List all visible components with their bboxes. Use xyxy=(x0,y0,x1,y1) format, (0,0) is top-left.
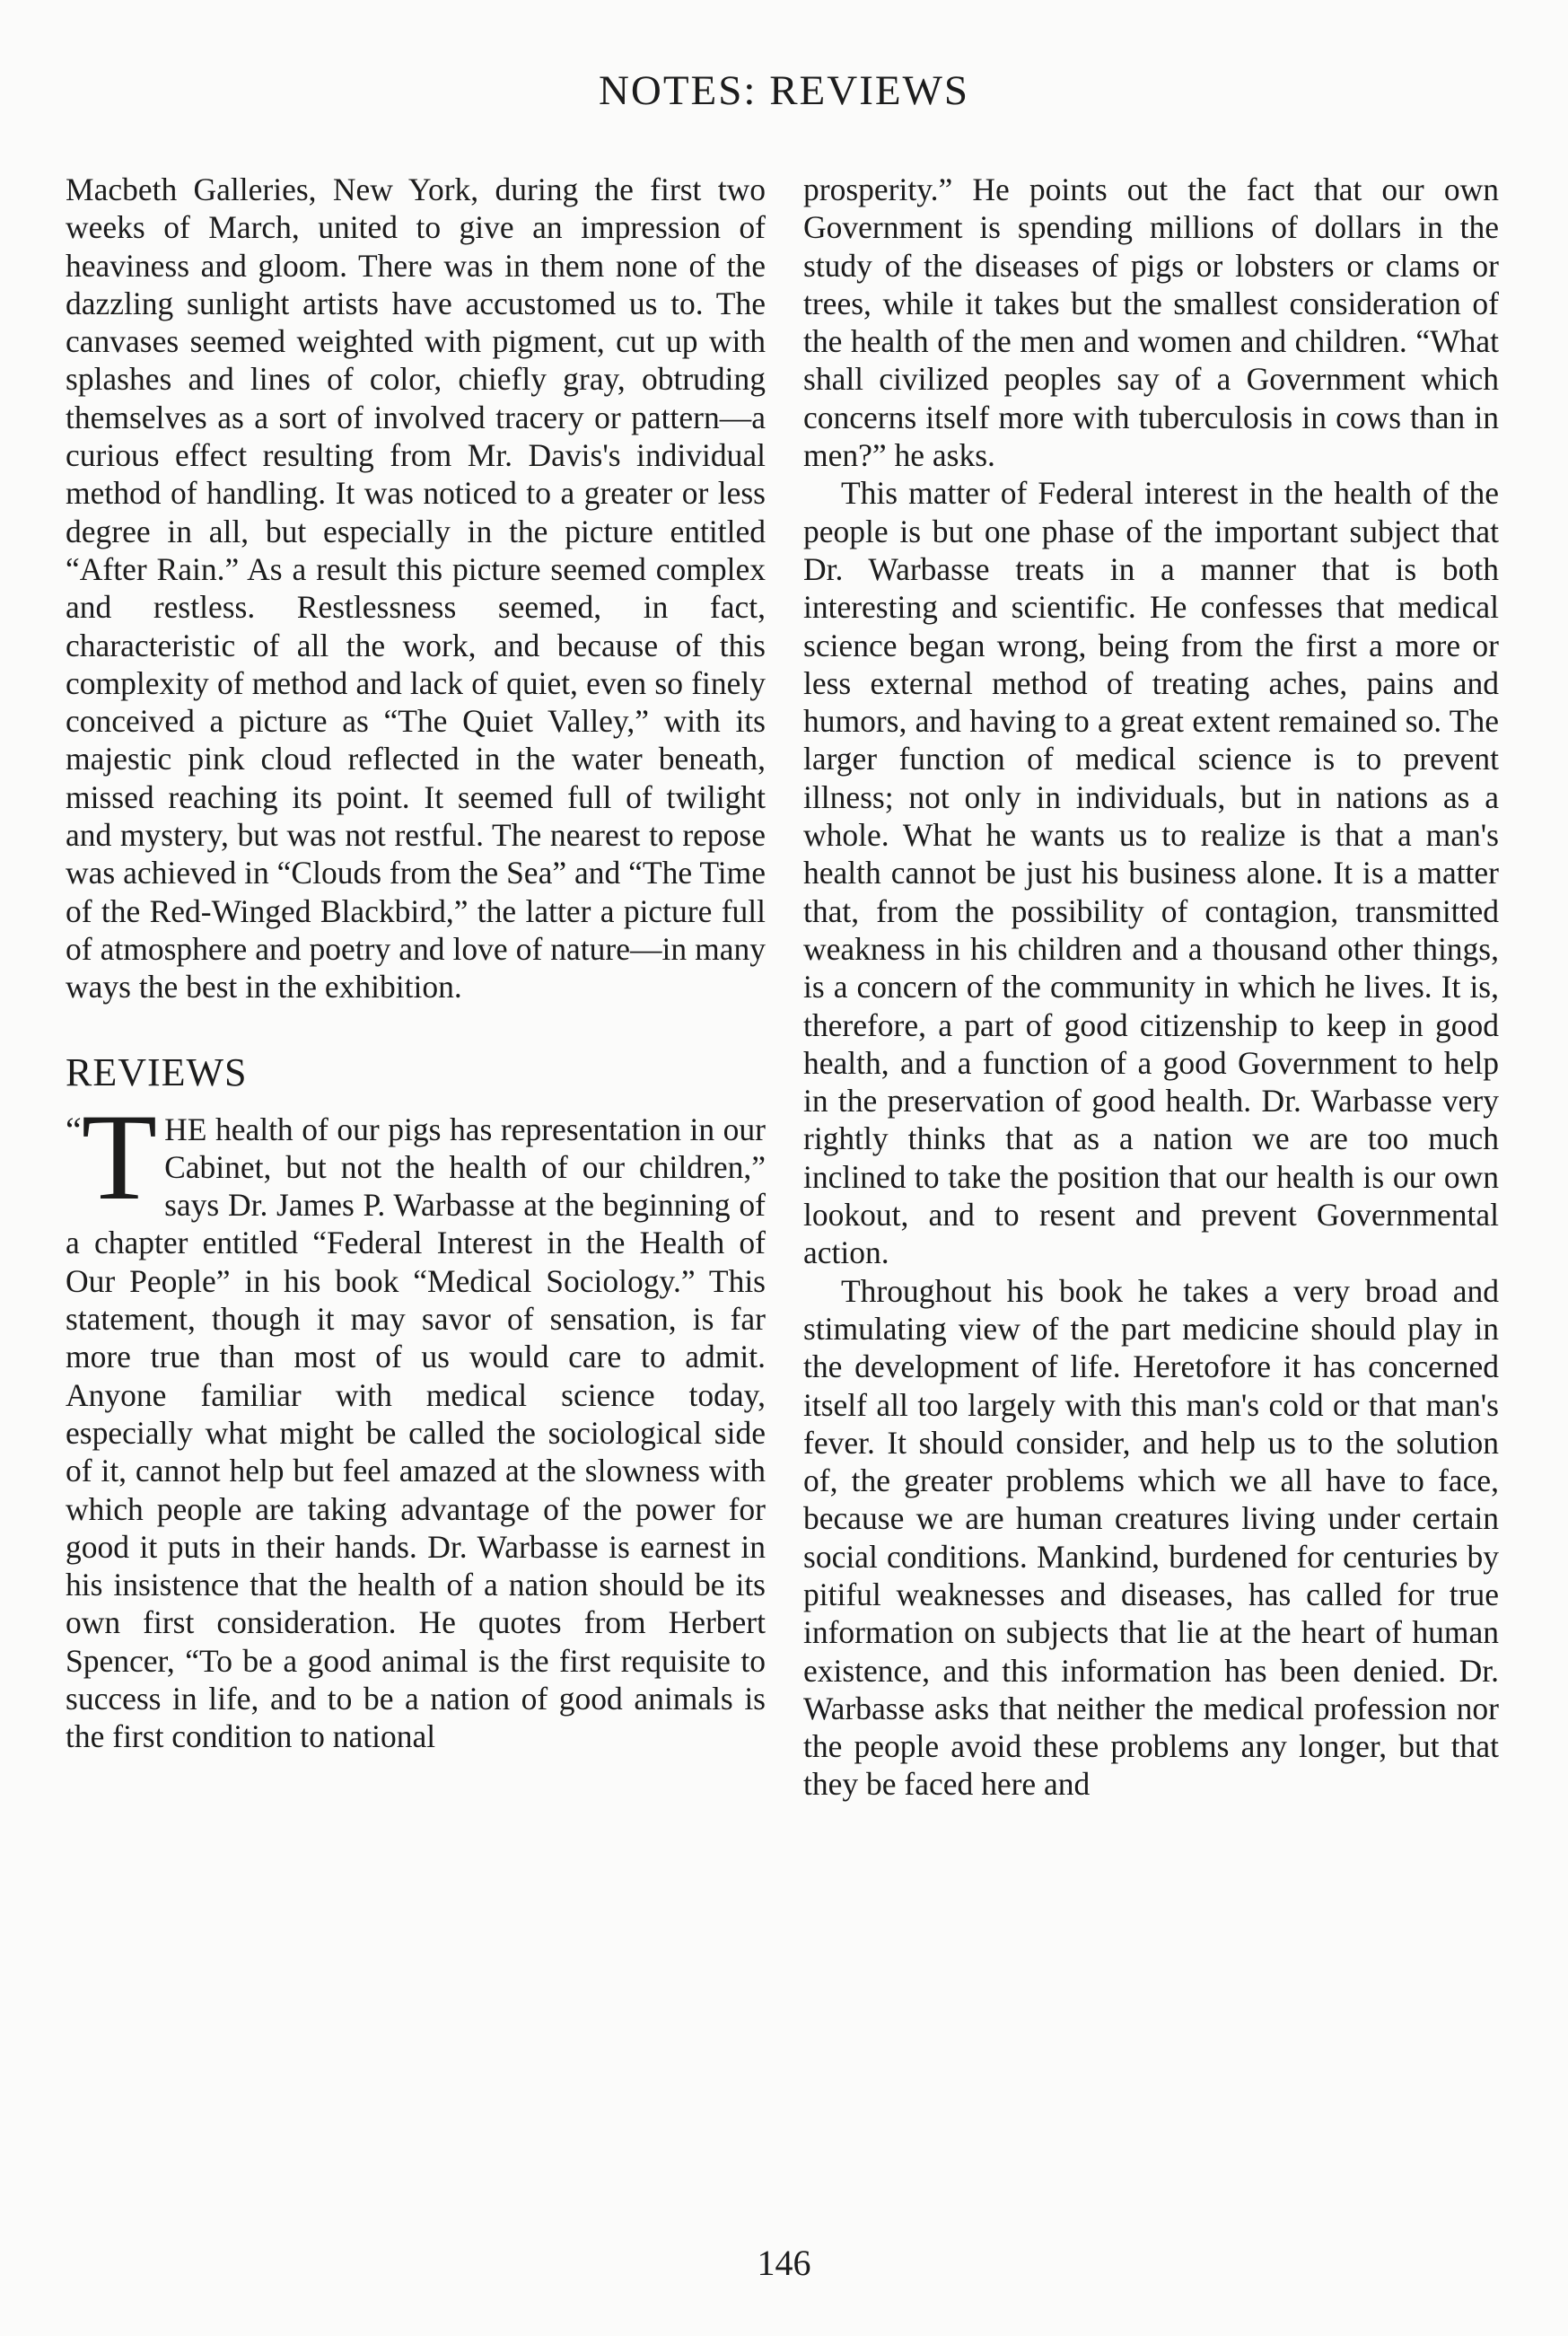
page-number: 146 xyxy=(757,2243,811,2283)
page-header-title: NOTES: REVIEWS xyxy=(598,67,970,114)
right-column xyxy=(803,171,1499,1804)
left-paragraph-2-text: HE health of our pigs has representation in our Cabinet, but not the health of our children,” says Dr. James P. Warbasse at the beginning of a chapter entitled “Federal Interest in the Health of Our People” in his book “Medical Sociology.” This statement, though it may savor of sensation, is far more true than most of us would care to admit. Anyone familiar with medical science today, especially what might be called the sociological side of it, cannot help but feel amazed at the slowness with which people are taking advantage of the power for good it puts in their hands. Dr. Warbasse is earnest in his insistence that the health of a nation should be its own first consideration. He quotes from Herbert Spencer, “To be a good animal is the first requisite to success in life, and to be a nation of good animals is the first condition to national xyxy=(66,1111,766,1755)
reviews-heading: REVIEWS xyxy=(66,1049,248,1094)
left-column xyxy=(66,171,766,1756)
right-paragraph-1: prosperity.” He points out the fact that our own Government is spending millions of dollars in the study of the diseases of pigs or lobsters or clams or trees, while it takes but the smallest consideration of the health of the men and women and children. “What shall civilized peoples say of a Government which concerns itself more with tuberculosis in cows than in men?” he asks. xyxy=(803,171,1499,474)
right-paragraph-2: This matter of Federal interest in the health of the people is but one phase of the important subject that Dr. Warbasse treats in a manner that is both interesting and scientific. He confesses that medical science began wrong, being from the first a more or less external method of treating aches, pains and humors, and having to a great extent remained so. The larger function of medical science is to prevent illness; not only in individuals, but in nations as a whole. What he wants us to realize is that a man's health cannot be just his business alone. It is a matter that, from the possibility of contagion, transmitted weakness in his children and a thousand other things, is a concern of the community in which he lives. It is, therefore, a part of good citizenship to keep in good health, and a function of a good Government to help in the preservation of good health. Dr. Warbasse very rightly thinks that as a nation we are too much inclined to take the position that our health is our own lookout, and to resent and prevent Governmental action. xyxy=(803,475,1499,1271)
opening-quote-mark: “ xyxy=(66,1109,82,1150)
drop-cap-letter: T xyxy=(81,1087,158,1225)
left-paragraph-2 xyxy=(66,1087,766,1756)
left-paragraph-1: Macbeth Galleries, New York, during the first two weeks of March, united to give an impression of heaviness and gloom. There was in them none of the dazzling sunlight artists have accustomed us to. The canvases seemed weighted with pigment, cut up with splashes and lines of color, chiefly gray, obtruding themselves as a sort of involved tracery or pattern—a curious effect resulting from Mr. Davis's individual method of handling. It was noticed to a greater or less degree in all, but especially in the picture entitled “After Rain.” As a result this picture seemed complex and restless. Restlessness seemed, in fact, characteristic of all the work, and because of this complexity of method and lack of quiet, even so finely conceived a picture as “The Quiet Valley,” with its majestic pink cloud reflected in the water beneath, missed reaching its point. It seemed full of twilight and mystery, but was not restful. The nearest to repose was achieved in “Clouds from the Sea” and “The Time of the Red-Winged Blackbird,” the latter a picture full of atmosphere and poetry and love of nature—in many ways the best in the exhibition. xyxy=(66,171,766,1006)
right-paragraph-3: Throughout his book he takes a very broad and stimulating view of the part medicine should play in the development of life. Heretofore it has concerned itself all too largely with this man's cold or that man's fever. It should consider, and help us to the solution of, the greater problems which we all have to face, because we are human creatures living under certain social conditions. Mankind, burdened for centuries by pitiful weaknesses and diseases, has called for true information on subjects that lie at the heart of human existence, and this information has been denied. Dr. Warbasse asks that neither the medical profession nor the people avoid these problems any longer, but that they be faced here and xyxy=(803,1272,1499,1803)
